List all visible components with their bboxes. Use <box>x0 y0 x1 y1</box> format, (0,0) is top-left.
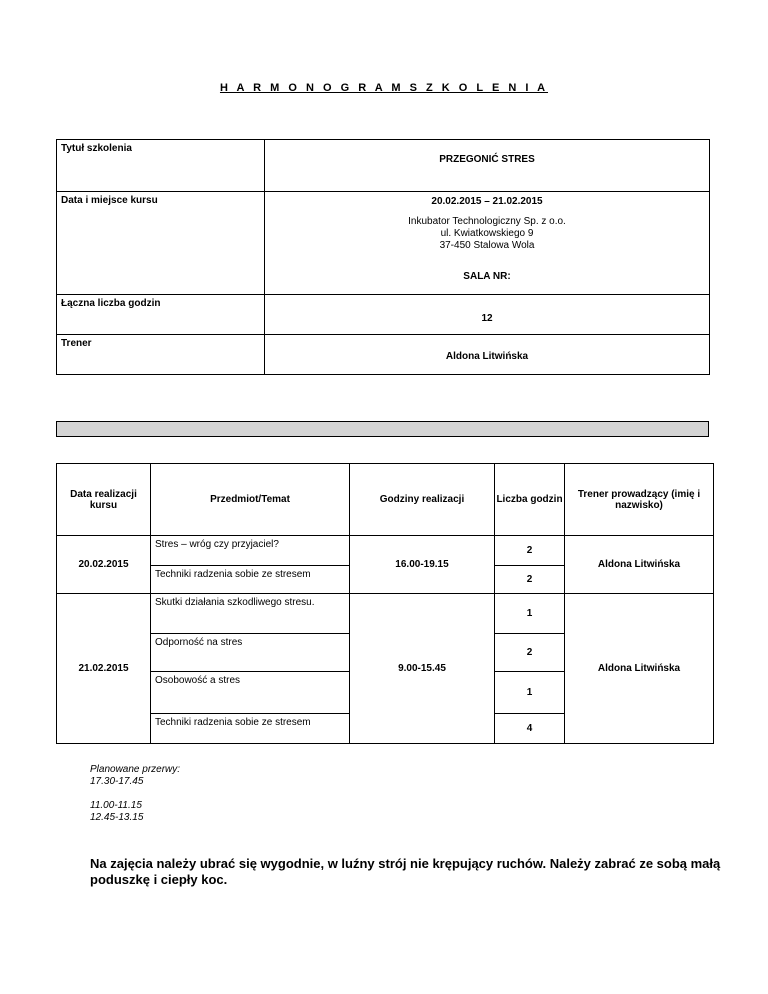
day2-hours-4: 4 <box>495 714 565 744</box>
address-line-1: Inkubator Technologiczny Sp. z o.o. <box>408 216 566 227</box>
total-hours-label: Łączna liczba godzin <box>57 295 265 335</box>
break-3: 12.45-13.15 <box>90 812 144 823</box>
total-hours-value: 12 <box>265 295 710 335</box>
header-time: Godziny realizacji <box>350 464 495 536</box>
day2-subject-3: Osobowość a stres <box>151 672 350 714</box>
address-line-2: ul. Kwiatkowskiego 9 <box>440 228 534 239</box>
date-place-label: Data i miejsce kursu <box>57 192 265 295</box>
day1-subject-1: Stres – wróg czy przyjaciel? <box>151 536 350 566</box>
trainer-label: Trener <box>57 335 265 375</box>
break-1: 17.30-17.45 <box>90 776 144 787</box>
trainer-value: Aldona Litwińska <box>265 335 710 375</box>
break-2: 11.00-11.15 <box>90 800 142 811</box>
course-info-table <box>56 139 710 375</box>
breaks-label: Planowane przerwy: <box>90 764 181 775</box>
title-label: Tytuł szkolenia <box>57 140 265 192</box>
day1-trainer: Aldona Litwińska <box>565 536 714 594</box>
separator-band <box>56 421 709 437</box>
day2-hours-1: 1 <box>495 594 565 634</box>
day2-time: 9.00-15.45 <box>350 594 495 744</box>
attire-note: Na zajęcia należy ubrać się wygodnie, w luźny strój nie krępujący ruchów. Należy zabrać ze sobą małą poduszkę i ciepły koc. <box>90 856 721 887</box>
schedule-table <box>56 463 714 744</box>
room-label: SALA NR: <box>463 271 511 282</box>
course-title: PRZEGONIĆ STRES <box>265 140 710 192</box>
day1-time: 16.00-19.15 <box>350 536 495 594</box>
day2-hours-2: 2 <box>495 634 565 672</box>
course-dates: 20.02.2015 – 21.02.2015 <box>431 196 543 207</box>
breaks-block <box>90 764 180 824</box>
day2-subject-2: Odporność na stres <box>151 634 350 672</box>
day2-hours-3: 1 <box>495 672 565 714</box>
day2-subject-4: Techniki radzenia sobie ze stresem <box>151 714 350 744</box>
header-count: Liczba godzin <box>495 464 565 536</box>
document-title: H A R M O N O G R A M S Z K O L E N I A <box>219 82 549 94</box>
address-line-3: 37-450 Stalowa Wola <box>439 240 535 251</box>
day1-hours-1: 2 <box>495 536 565 566</box>
header-trainer: Trener prowadzący (imię i nazwisko) <box>565 464 714 536</box>
day1-date: 20.02.2015 <box>57 536 151 594</box>
day2-trainer: Aldona Litwińska <box>565 594 714 744</box>
day1-subject-2: Techniki radzenia sobie ze stresem <box>151 566 350 594</box>
header-subject: Przedmiot/Temat <box>151 464 350 536</box>
day2-subject-1: Skutki działania szkodliwego stresu. <box>151 594 350 634</box>
day1-hours-2: 2 <box>495 566 565 594</box>
day2-date: 21.02.2015 <box>57 594 151 744</box>
header-date: Data realizacji kursu <box>57 464 151 536</box>
